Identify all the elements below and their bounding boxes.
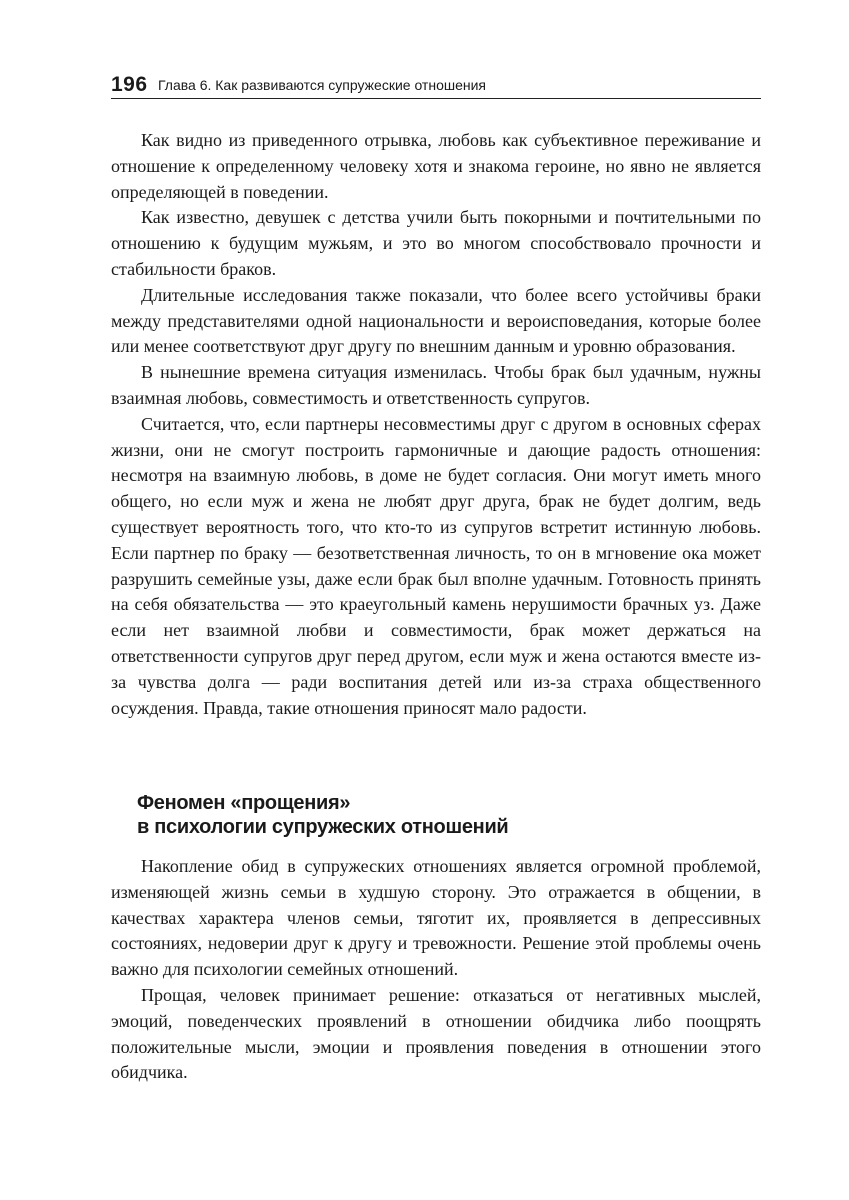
page-number: 196 <box>111 73 148 96</box>
paragraph: Длительные исследования также показали, что более всего устойчивы браки между представителями одной национальности и вероисповедания, которые более или менее соответствуют друг другу по внешним данным и уровню образования. <box>111 284 761 357</box>
chapter-title: Глава 6. Как развиваются супружеские отношения <box>158 77 487 93</box>
body-text-bottom <box>111 854 761 1086</box>
paragraph: Прощая, человек принимает решение: отказаться от негативных мыслей, эмоций, поведенческих проявлений в отношении обидчика либо поощрять положительные мысли, эмоции и проявления поведения в отношении этого обидчика. <box>111 984 761 1083</box>
paragraph: Накопление обид в супружеских отношениях является огромной проблемой, изменяющей жизнь семьи в худшую сторону. Это отражается в общении, в качествах характера членов семьи, тяготит их, проявляется в депрессивных состояниях, недоверии друг к другу и тревожности. Решение этой проблемы очень важно для психологии семейных отношений. <box>111 856 761 980</box>
paragraph: Как известно, девушек с детства учили быть покорными и почтительными по отношению к будущим мужьям, и это во многом способствовало прочности и стабильности браков. <box>111 207 761 279</box>
section-heading-line-2: в психологии супружеских отношений <box>137 816 509 838</box>
section-heading <box>137 791 508 839</box>
running-header <box>111 72 761 99</box>
paragraph: В нынешние времена ситуация изменилась. Чтобы брак был удачным, нужны взаимная любовь, совместимость и ответственность супругов. <box>111 362 761 408</box>
paragraph: Как видно из приведенного отрывка, любовь как субъективное переживание и отношение к определенному человеку хотя и знакома героине, но явно не является определяющей в поведении. <box>111 130 761 202</box>
paragraph: Считается, что, если партнеры несовместимы друг с другом в основных сферах жизни, они не смогут построить гармоничные и дающие радость отношения: несмотря на взаимную любовь, в доме не будет согласия. Они могут иметь много общего, но если муж и жена не любят друг друга, брак не будет долгим, ведь существует вероятность того, что кто-то из супругов встретит истинную любовь. Если партнер по браку — безответственная личность, то он в мгновение ока может разрушить семейные узы, даже если брак был вполне удачным. Готовность принять на себя обязательства — это краеугольный камень нерушимости брачных уз. Даже если нет взаимной любви и совместимости, брак может держаться на ответственности супругов друг перед другом, если муж и жена остаются вместе из-за чувства долга — ради воспитания детей или из-за страха общественного осуждения. Правда, такие отношения приносят мало радости. <box>111 413 761 718</box>
body-text-top <box>111 128 761 721</box>
section-heading-line-1: Феномен «прощения» <box>137 792 351 814</box>
